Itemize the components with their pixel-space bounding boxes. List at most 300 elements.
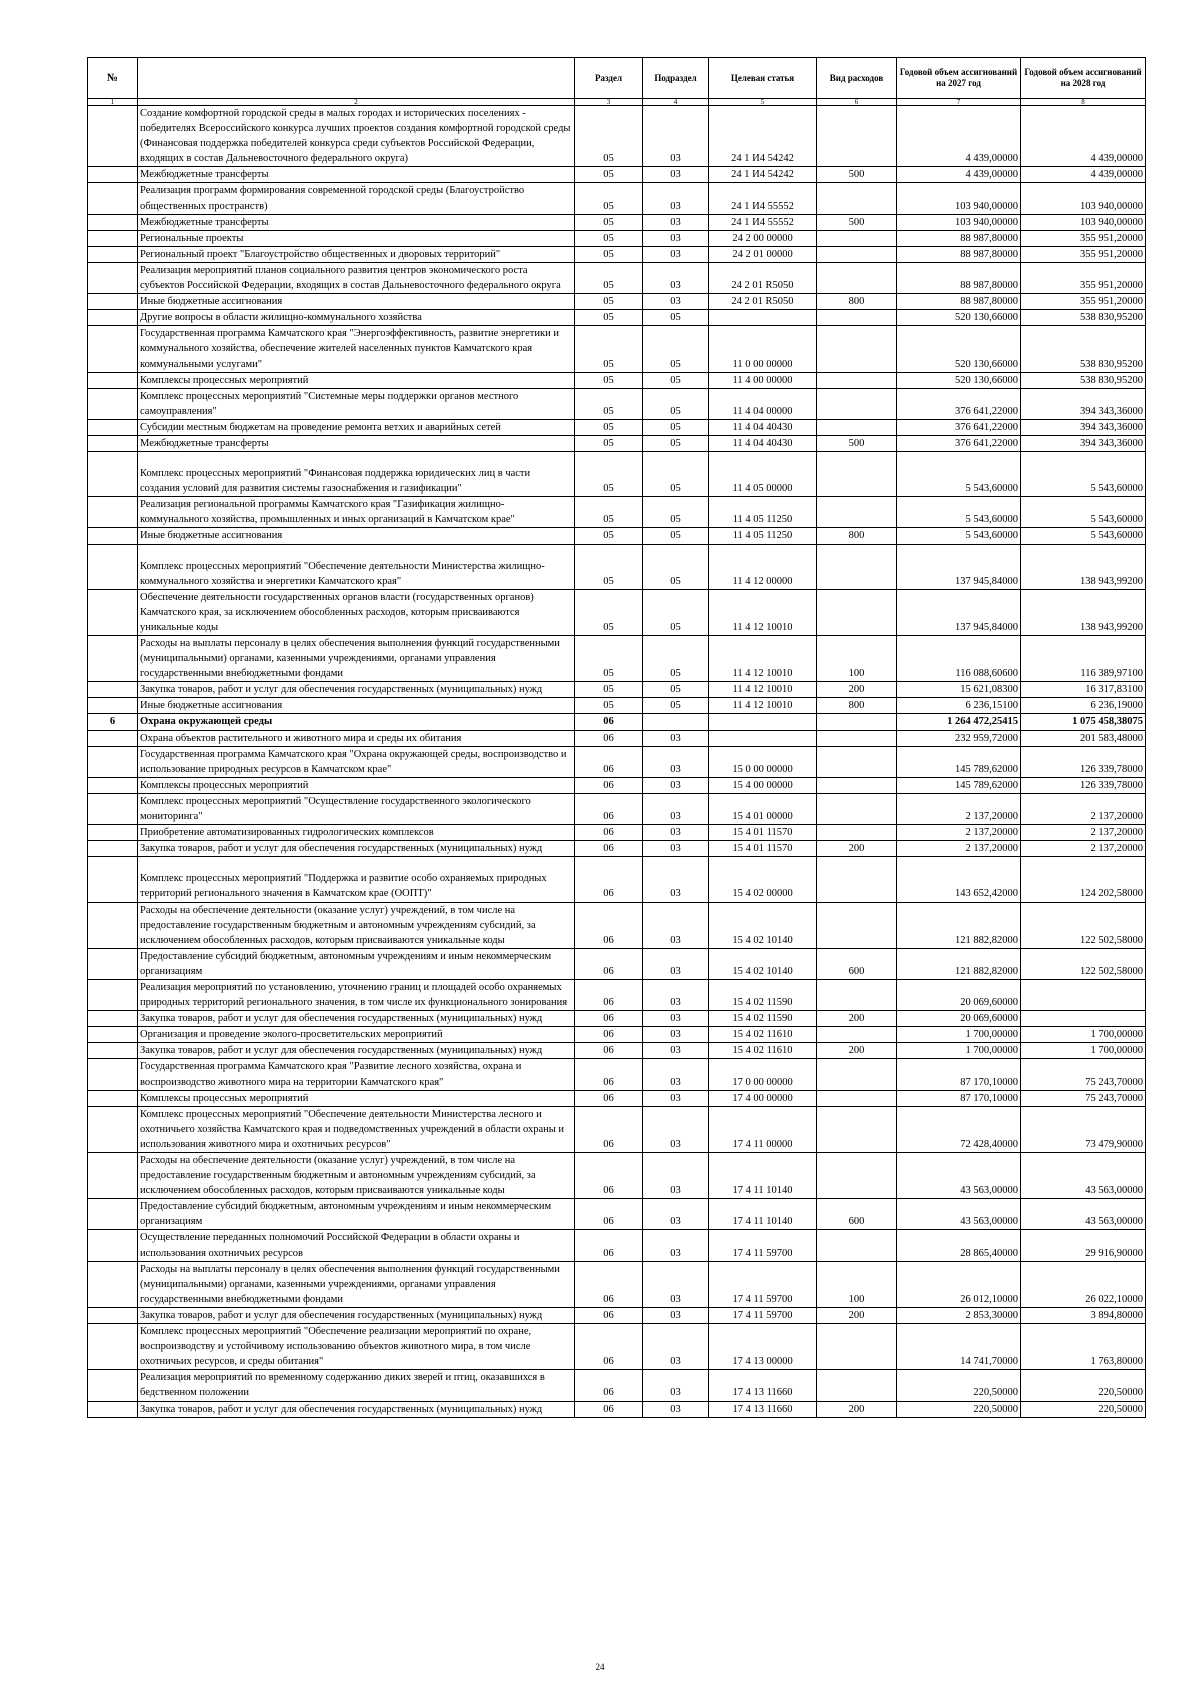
row-target: 11 4 12 10010	[709, 698, 817, 714]
row-vid: 800	[817, 698, 897, 714]
row-number	[88, 1027, 138, 1043]
row-number	[88, 793, 138, 824]
row-number: 6	[88, 714, 138, 730]
row-amount-2028: 126 339,78000	[1021, 746, 1146, 777]
row-name: Комплексы процессных мероприятий	[138, 1090, 575, 1106]
row-amount-2028: 538 830,95200	[1021, 326, 1146, 372]
table-row	[88, 1261, 1146, 1307]
row-podrazdel: 03	[643, 902, 709, 948]
row-amount-2027: 14 741,70000	[897, 1324, 1021, 1370]
row-amount-2027: 28 865,40000	[897, 1230, 1021, 1261]
table-row	[88, 636, 1146, 682]
colnum-4: 4	[643, 99, 709, 106]
row-razdel: 05	[575, 326, 643, 372]
row-target	[709, 730, 817, 746]
row-name: Организация и проведение эколого-просветительских мероприятий	[138, 1027, 575, 1043]
row-target: 11 4 05 11250	[709, 528, 817, 544]
row-amount-2027: 2 137,20000	[897, 793, 1021, 824]
row-target: 15 4 01 11570	[709, 825, 817, 841]
table-row	[88, 857, 1146, 902]
row-podrazdel: 05	[643, 698, 709, 714]
row-vid	[817, 589, 897, 635]
row-vid: 500	[817, 214, 897, 230]
row-vid	[817, 746, 897, 777]
row-amount-2027: 88 987,80000	[897, 230, 1021, 246]
row-target: 24 1 И4 55552	[709, 214, 817, 230]
row-amount-2027: 26 012,10000	[897, 1261, 1021, 1307]
row-razdel: 05	[575, 230, 643, 246]
row-target: 24 2 01 R5050	[709, 294, 817, 310]
table-row	[88, 730, 1146, 746]
colnum-1: 1	[88, 99, 138, 106]
row-amount-2028: 103 940,00000	[1021, 183, 1146, 214]
row-vid	[817, 1370, 897, 1401]
row-name: Иные бюджетные ассигнования	[138, 294, 575, 310]
row-name: Государственная программа Камчатского края "Охрана окружающей среды, воспроизводство и использование природных ресурсов в Камчатском крае"	[138, 746, 575, 777]
table-row	[88, 1153, 1146, 1199]
row-razdel: 06	[575, 793, 643, 824]
row-name: Закупка товаров, работ и услуг для обеспечения государственных (муниципальных) нужд	[138, 1401, 575, 1417]
row-target: 15 4 02 10140	[709, 948, 817, 979]
table-row	[88, 1059, 1146, 1090]
row-number	[88, 452, 138, 497]
row-target: 15 4 02 00000	[709, 857, 817, 902]
colnum-6: 6	[817, 99, 897, 106]
row-amount-2027: 137 945,84000	[897, 544, 1021, 589]
row-target: 24 2 01 00000	[709, 246, 817, 262]
row-vid: 800	[817, 294, 897, 310]
row-number	[88, 857, 138, 902]
table-row	[88, 746, 1146, 777]
row-razdel: 06	[575, 1324, 643, 1370]
colnum-5: 5	[709, 99, 817, 106]
row-podrazdel: 05	[643, 682, 709, 698]
row-podrazdel: 03	[643, 230, 709, 246]
row-name: Предоставление субсидий бюджетным, автономным учреждениям и иным некоммерческим организациям	[138, 948, 575, 979]
row-amount-2028: 4 439,00000	[1021, 106, 1146, 167]
table-row	[88, 246, 1146, 262]
header-vid: Вид расходов	[817, 58, 897, 99]
row-amount-2027: 88 987,80000	[897, 262, 1021, 293]
row-name: Расходы на выплаты персоналу в целях обеспечения выполнения функций государственными (муниципальными) органами, казенными учреждениями, органами управления государственными внебюджетными фондами	[138, 1261, 575, 1307]
row-number	[88, 294, 138, 310]
row-amount-2028: 5 543,60000	[1021, 452, 1146, 497]
row-podrazdel: 05	[643, 372, 709, 388]
row-number	[88, 388, 138, 419]
row-amount-2027: 220,50000	[897, 1370, 1021, 1401]
row-amount-2027: 2 137,20000	[897, 825, 1021, 841]
row-podrazdel: 05	[643, 326, 709, 372]
header-target: Целевая статья	[709, 58, 817, 99]
table-row	[88, 452, 1146, 497]
colnum-3: 3	[575, 99, 643, 106]
table-row	[88, 310, 1146, 326]
row-name: Государственная программа Камчатского края "Энергоэффективность, развитие энергетики и коммунального хозяйства, обеспечение жителей населенных пунктов Камчатского края коммунальными услугами"	[138, 326, 575, 372]
row-vid	[817, 793, 897, 824]
row-number	[88, 246, 138, 262]
row-razdel: 06	[575, 857, 643, 902]
row-number	[88, 589, 138, 635]
row-vid	[817, 979, 897, 1010]
row-podrazdel: 03	[643, 1230, 709, 1261]
table-row	[88, 372, 1146, 388]
row-amount-2028	[1021, 979, 1146, 1010]
row-amount-2027: 376 641,22000	[897, 388, 1021, 419]
row-amount-2027: 4 439,00000	[897, 167, 1021, 183]
row-podrazdel: 03	[643, 183, 709, 214]
row-amount-2027: 1 700,00000	[897, 1043, 1021, 1059]
row-target: 24 1 И4 54242	[709, 106, 817, 167]
row-name: Комплексы процессных мероприятий	[138, 777, 575, 793]
row-vid: 200	[817, 1401, 897, 1417]
row-razdel: 05	[575, 435, 643, 451]
row-razdel: 06	[575, 948, 643, 979]
row-name: Комплексы процессных мероприятий	[138, 372, 575, 388]
row-amount-2028: 355 951,20000	[1021, 294, 1146, 310]
row-razdel: 06	[575, 902, 643, 948]
row-podrazdel: 03	[643, 262, 709, 293]
row-name: Комплекс процессных мероприятий "Финансовая поддержка юридических лиц в части создания условий для развития системы газоснабжения и газификации"	[138, 452, 575, 497]
table-row	[88, 841, 1146, 857]
row-target: 15 4 02 11610	[709, 1027, 817, 1043]
row-number	[88, 435, 138, 451]
row-podrazdel: 03	[643, 777, 709, 793]
row-razdel: 06	[575, 1106, 643, 1152]
row-target: 11 4 04 40430	[709, 435, 817, 451]
row-number	[88, 698, 138, 714]
row-podrazdel: 03	[643, 746, 709, 777]
row-number	[88, 544, 138, 589]
row-amount-2028: 138 943,99200	[1021, 544, 1146, 589]
row-vid	[817, 262, 897, 293]
row-number	[88, 777, 138, 793]
row-vid	[817, 230, 897, 246]
row-podrazdel: 03	[643, 1324, 709, 1370]
row-amount-2027: 88 987,80000	[897, 294, 1021, 310]
row-number	[88, 326, 138, 372]
row-razdel: 06	[575, 1059, 643, 1090]
row-podrazdel: 05	[643, 310, 709, 326]
row-number	[88, 1059, 138, 1090]
row-podrazdel: 03	[643, 1401, 709, 1417]
row-number	[88, 902, 138, 948]
row-amount-2027: 5 543,60000	[897, 452, 1021, 497]
row-number	[88, 1011, 138, 1027]
table-row	[88, 825, 1146, 841]
row-number	[88, 1043, 138, 1059]
row-target: 15 4 02 11590	[709, 1011, 817, 1027]
row-podrazdel: 03	[643, 214, 709, 230]
row-name: Расходы на обеспечение деятельности (оказание услуг) учреждений, в том числе на предоставление государственным бюджетным и автономным учреждениям субсидий, за исключением обособленных расходов, которым присваиваются уникальные коды	[138, 1153, 575, 1199]
row-amount-2028: 538 830,95200	[1021, 310, 1146, 326]
row-razdel: 05	[575, 544, 643, 589]
row-razdel: 05	[575, 310, 643, 326]
row-razdel: 05	[575, 372, 643, 388]
row-podrazdel: 05	[643, 589, 709, 635]
row-number	[88, 167, 138, 183]
row-amount-2028: 2 137,20000	[1021, 825, 1146, 841]
row-name: Иные бюджетные ассигнования	[138, 528, 575, 544]
table-row	[88, 793, 1146, 824]
row-amount-2027: 20 069,60000	[897, 1011, 1021, 1027]
row-podrazdel: 05	[643, 388, 709, 419]
row-podrazdel: 03	[643, 1307, 709, 1323]
row-target: 11 4 12 10010	[709, 636, 817, 682]
row-name: Региональные проекты	[138, 230, 575, 246]
table-row	[88, 714, 1146, 730]
row-razdel: 06	[575, 1307, 643, 1323]
row-amount-2027: 2 853,30000	[897, 1307, 1021, 1323]
row-vid	[817, 902, 897, 948]
row-name: Расходы на обеспечение деятельности (оказание услуг) учреждений, в том числе на предоставление государственным бюджетным и автономным учреждениям субсидий, за исключением обособленных расходов, которым присваиваются уникальные коды	[138, 902, 575, 948]
row-name: Приобретение автоматизированных гидрологических комплексов	[138, 825, 575, 841]
row-vid	[817, 452, 897, 497]
row-razdel: 06	[575, 730, 643, 746]
table-row	[88, 1307, 1146, 1323]
row-vid: 200	[817, 1307, 897, 1323]
row-number	[88, 1370, 138, 1401]
row-target: 17 4 13 00000	[709, 1324, 817, 1370]
row-number	[88, 1153, 138, 1199]
row-target: 17 4 11 00000	[709, 1106, 817, 1152]
row-vid	[817, 388, 897, 419]
row-vid	[817, 730, 897, 746]
header-row	[88, 58, 1146, 99]
row-target: 11 4 12 00000	[709, 544, 817, 589]
row-amount-2028: 122 502,58000	[1021, 948, 1146, 979]
row-razdel: 06	[575, 825, 643, 841]
row-name: Межбюджетные трансферты	[138, 435, 575, 451]
row-amount-2028: 1 700,00000	[1021, 1027, 1146, 1043]
row-target: 24 2 01 R5050	[709, 262, 817, 293]
row-amount-2027: 5 543,60000	[897, 497, 1021, 528]
row-podrazdel: 03	[643, 948, 709, 979]
row-amount-2027: 376 641,22000	[897, 419, 1021, 435]
row-amount-2027: 145 789,62000	[897, 746, 1021, 777]
row-amount-2028: 73 479,90000	[1021, 1106, 1146, 1152]
row-target: 17 4 11 59700	[709, 1307, 817, 1323]
row-podrazdel: 05	[643, 544, 709, 589]
table-row	[88, 1011, 1146, 1027]
row-target	[709, 310, 817, 326]
row-razdel: 05	[575, 636, 643, 682]
row-number	[88, 948, 138, 979]
row-name: Закупка товаров, работ и услуг для обеспечения государственных (муниципальных) нужд	[138, 1043, 575, 1059]
row-podrazdel: 03	[643, 793, 709, 824]
table-row	[88, 230, 1146, 246]
row-vid	[817, 310, 897, 326]
row-amount-2028: 75 243,70000	[1021, 1090, 1146, 1106]
row-razdel: 06	[575, 841, 643, 857]
row-razdel: 06	[575, 1153, 643, 1199]
row-amount-2027: 520 130,66000	[897, 310, 1021, 326]
row-amount-2028: 355 951,20000	[1021, 246, 1146, 262]
row-amount-2028: 75 243,70000	[1021, 1059, 1146, 1090]
row-vid: 600	[817, 1199, 897, 1230]
row-podrazdel: 03	[643, 246, 709, 262]
row-number	[88, 841, 138, 857]
colnum-2: 2	[138, 99, 575, 106]
row-name: Реализация региональной программы Камчатского края "Газификация жилищно-коммунального хозяйства, промышленных и иных организаций в Камчатском крае"	[138, 497, 575, 528]
row-vid	[817, 497, 897, 528]
table-row	[88, 698, 1146, 714]
row-vid	[817, 1059, 897, 1090]
row-name: Комплекс процессных мероприятий "Осуществление государственного экологического мониторинга"	[138, 793, 575, 824]
row-amount-2027: 20 069,60000	[897, 979, 1021, 1010]
row-amount-2028: 4 439,00000	[1021, 167, 1146, 183]
row-podrazdel: 03	[643, 1090, 709, 1106]
header-num: №	[88, 58, 138, 99]
row-target: 24 2 00 00000	[709, 230, 817, 246]
row-amount-2028: 116 389,97100	[1021, 636, 1146, 682]
row-name: Охрана объектов растительного и животного мира и среды их обитания	[138, 730, 575, 746]
row-razdel: 05	[575, 589, 643, 635]
table-row	[88, 1090, 1146, 1106]
row-number	[88, 1324, 138, 1370]
row-podrazdel: 03	[643, 841, 709, 857]
row-amount-2028: 26 022,10000	[1021, 1261, 1146, 1307]
row-vid	[817, 106, 897, 167]
row-name: Предоставление субсидий бюджетным, автономным учреждениям и иным некоммерческим организациям	[138, 1199, 575, 1230]
row-razdel: 05	[575, 246, 643, 262]
row-target: 17 4 11 59700	[709, 1230, 817, 1261]
row-target: 15 4 02 10140	[709, 902, 817, 948]
row-target	[709, 714, 817, 730]
row-target: 15 4 02 11590	[709, 979, 817, 1010]
row-razdel: 06	[575, 777, 643, 793]
table-body	[88, 106, 1146, 1418]
row-number	[88, 310, 138, 326]
row-podrazdel: 03	[643, 1027, 709, 1043]
row-name: Расходы на выплаты персоналу в целях обеспечения выполнения функций государственными (муниципальными) органами, казенными учреждениями, органами управления государственными внебюджетными фондами	[138, 636, 575, 682]
row-name: Комплекс процессных мероприятий "Обеспечение реализации мероприятий по охране, воспроизводству и устойчивому использованию объектов животного мира, в том числе охотничьих ресурсов, и среды обитания"	[138, 1324, 575, 1370]
row-podrazdel: 03	[643, 106, 709, 167]
row-podrazdel: 03	[643, 294, 709, 310]
row-name: Реализация мероприятий по установлению, уточнению границ и площадей особо охраняемых природных территорий регионального значения, в том числе их функционального зонирования	[138, 979, 575, 1010]
row-vid	[817, 1106, 897, 1152]
row-amount-2028: 2 137,20000	[1021, 793, 1146, 824]
row-name: Иные бюджетные ассигнования	[138, 698, 575, 714]
row-amount-2027: 220,50000	[897, 1401, 1021, 1417]
row-amount-2028: 1 763,80000	[1021, 1324, 1146, 1370]
row-razdel: 06	[575, 1043, 643, 1059]
row-target: 17 4 11 10140	[709, 1153, 817, 1199]
row-podrazdel: 03	[643, 979, 709, 1010]
row-name: Создание комфортной городской среды в малых городах и исторических поселениях - победителях Всероссийского конкурса лучших проектов создания комфортной городской среды (Финансовая поддержка победителей конкурса среди субъектов Российской Федерации, входящих в состав Дальневосточного федерального округа)	[138, 106, 575, 167]
row-target: 15 4 01 11570	[709, 841, 817, 857]
row-podrazdel: 03	[643, 1106, 709, 1152]
row-name: Государственная программа Камчатского края "Развитие лесного хозяйства, охрана и воспроизводство животного мира на территории Камчатского края"	[138, 1059, 575, 1090]
row-podrazdel: 05	[643, 419, 709, 435]
row-amount-2027: 43 563,00000	[897, 1153, 1021, 1199]
row-razdel: 06	[575, 1027, 643, 1043]
row-vid	[817, 183, 897, 214]
row-number	[88, 1106, 138, 1152]
row-number	[88, 825, 138, 841]
table-row	[88, 528, 1146, 544]
row-name: Закупка товаров, работ и услуг для обеспечения государственных (муниципальных) нужд	[138, 1011, 575, 1027]
row-target: 17 4 00 00000	[709, 1090, 817, 1106]
row-amount-2027: 6 236,15100	[897, 698, 1021, 714]
row-number	[88, 230, 138, 246]
table-row	[88, 1199, 1146, 1230]
row-number	[88, 636, 138, 682]
row-amount-2027: 143 652,42000	[897, 857, 1021, 902]
row-target: 15 4 01 00000	[709, 793, 817, 824]
row-number	[88, 183, 138, 214]
row-amount-2028: 220,50000	[1021, 1401, 1146, 1417]
row-amount-2028: 201 583,48000	[1021, 730, 1146, 746]
row-amount-2028: 124 202,58000	[1021, 857, 1146, 902]
row-amount-2028: 126 339,78000	[1021, 777, 1146, 793]
row-amount-2028: 1 700,00000	[1021, 1043, 1146, 1059]
row-target: 24 1 И4 54242	[709, 167, 817, 183]
row-amount-2027: 103 940,00000	[897, 214, 1021, 230]
row-amount-2027: 121 882,82000	[897, 902, 1021, 948]
row-number	[88, 682, 138, 698]
row-target: 11 4 12 10010	[709, 682, 817, 698]
table-row	[88, 544, 1146, 589]
row-podrazdel: 05	[643, 452, 709, 497]
colnum-7: 7	[897, 99, 1021, 106]
row-target: 11 4 05 00000	[709, 452, 817, 497]
row-podrazdel: 03	[643, 825, 709, 841]
row-amount-2028: 29 916,90000	[1021, 1230, 1146, 1261]
row-number	[88, 497, 138, 528]
row-razdel: 06	[575, 1401, 643, 1417]
header-name	[138, 58, 575, 99]
row-podrazdel: 03	[643, 1261, 709, 1307]
row-vid	[817, 1090, 897, 1106]
row-vid	[817, 419, 897, 435]
header-2027: Годовой объем ассигнований на 2027 год	[897, 58, 1021, 99]
row-amount-2027: 116 088,60600	[897, 636, 1021, 682]
table-row	[88, 294, 1146, 310]
table-row	[88, 435, 1146, 451]
table-row	[88, 902, 1146, 948]
row-razdel: 05	[575, 528, 643, 544]
row-vid: 200	[817, 1011, 897, 1027]
row-target: 15 4 00 00000	[709, 777, 817, 793]
row-razdel: 05	[575, 419, 643, 435]
row-razdel: 05	[575, 388, 643, 419]
row-podrazdel: 03	[643, 730, 709, 746]
row-target: 11 4 04 00000	[709, 388, 817, 419]
row-vid	[817, 1027, 897, 1043]
row-amount-2028: 5 543,60000	[1021, 497, 1146, 528]
row-razdel: 06	[575, 1011, 643, 1027]
row-name: Комплекс процессных мероприятий "Обеспечение деятельности Министерства лесного и охотничьего хозяйства Камчатского края и подведомственных учреждений в области охраны и использования животного мира и охотничьих ресурсов"	[138, 1106, 575, 1152]
row-amount-2027: 520 130,66000	[897, 372, 1021, 388]
row-razdel: 06	[575, 979, 643, 1010]
row-vid	[817, 372, 897, 388]
row-number	[88, 1199, 138, 1230]
row-amount-2027: 520 130,66000	[897, 326, 1021, 372]
row-razdel: 06	[575, 1199, 643, 1230]
row-podrazdel: 03	[643, 1011, 709, 1027]
row-amount-2028: 394 343,36000	[1021, 419, 1146, 435]
row-podrazdel: 05	[643, 435, 709, 451]
row-razdel: 06	[575, 1261, 643, 1307]
row-amount-2028: 5 543,60000	[1021, 528, 1146, 544]
row-amount-2028: 538 830,95200	[1021, 372, 1146, 388]
row-razdel: 05	[575, 106, 643, 167]
row-razdel: 05	[575, 262, 643, 293]
row-name: Реализация программ формирования современной городской среды (Благоустройство общественных пространств)	[138, 183, 575, 214]
table-row	[88, 589, 1146, 635]
row-amount-2028: 6 236,19000	[1021, 698, 1146, 714]
row-target: 17 0 00 00000	[709, 1059, 817, 1090]
